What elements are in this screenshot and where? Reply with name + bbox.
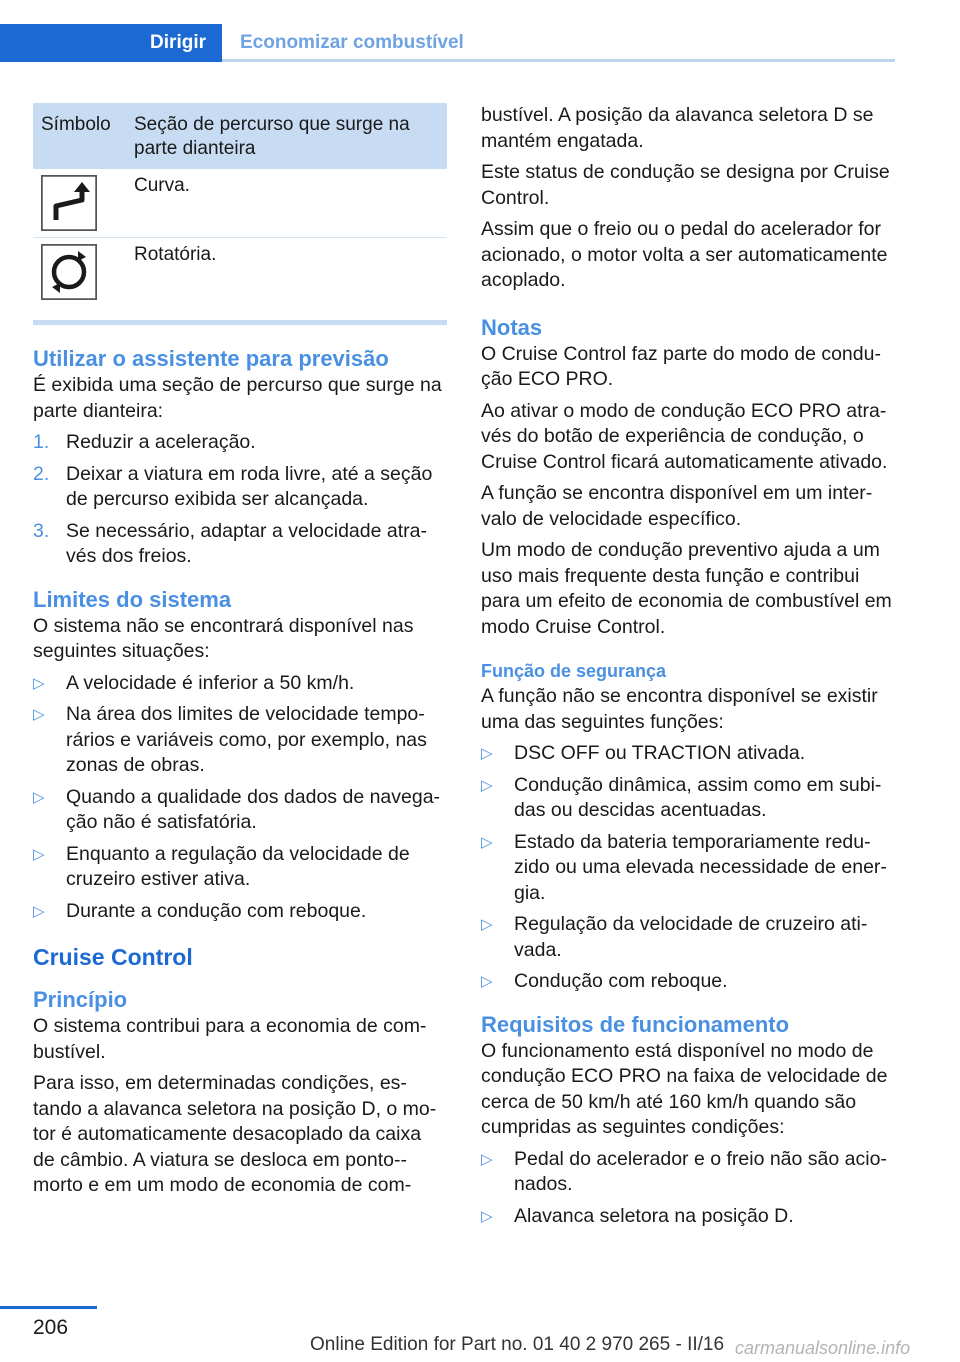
list-number: 2. [33,462,50,485]
list-number: 3. [33,519,50,542]
list-number: 1. [33,431,50,453]
list-item [33,430,447,456]
list-text: Reduzir a aceleração. [66,431,256,453]
numbered-list [33,430,447,570]
table-header-symbol: Símbolo [33,103,126,169]
list-text: Durante a condução com reboque. [66,899,367,922]
symbol-table [33,103,447,306]
bullet-list [33,671,447,925]
paragraph: Para isso, em determinadas condições, es‐tando a alavanca seletora na posição D, o mo‐tor é automaticamente desacoplado da caixa de câmbio. A viatura se desloca em ponto-‐morto e em um modo de economia de com‐ [33,1072,437,1196]
paragraph: O sistema contribui para a economia de com‐bustível. [33,1015,427,1063]
edition-note: Online Edition for Part no. 01 40 2 970 265 - II/16 [310,1334,725,1355]
curve-arrow-icon [41,175,97,231]
table-row [33,169,447,238]
paragraph: bustível. A posição da alavanca seletora D se mantém engatada. [481,104,874,152]
list-text: Se necessário, adaptar a velocidade atra‐vés dos freios. [66,519,427,567]
list-item [33,702,447,779]
bullet-triangle-icon: ▷ [33,674,45,692]
list-item [33,519,447,570]
table-header-row [33,103,447,169]
paragraph: O sistema não se encontrará disponível nas seguintes situações: [33,614,414,662]
list-text: DSC OFF ou TRACTION ativada. [514,742,806,764]
heading-principle: Princípio [33,987,128,1012]
header-chapter: Economizar combustível [240,32,464,53]
footer-rule [0,1306,97,1309]
bullet-triangle-icon: ▷ [481,745,493,762]
list-text: Estado da bateria temporariamente redu‐zido ou uma elevada necessidade de ener‐gia. [514,830,887,904]
list-text: Quando a qualidade dos dados de navega‐ção não é satisfatória. [66,785,441,833]
bullet-triangle-icon: ▷ [33,706,45,723]
paragraph: Assim que o freio ou o pedal do acelerador for acionado, o motor volta a ser automaticamente acoplado. [481,218,888,291]
heading-assist: Utilizar o assistente para previsão [33,346,389,371]
heading-safety: Função de segurança [481,661,667,681]
heading-requirements: Requisitos de funcionamento [481,1011,790,1037]
paragraph: Um modo de condução preventivo ajuda a um uso mais frequente desta função e contribui para um efeito de economia de combustível em modo Cruise Control. [481,539,892,638]
bullet-triangle-icon: ▷ [33,845,45,863]
list-item [481,1204,895,1230]
list-text: Regulação da velocidade de cruzeiro ati‐vada. [514,913,868,961]
bullet-triangle-icon: ▷ [481,1207,493,1225]
table-row [33,238,447,307]
right-column [481,103,895,1235]
list-text: Pedal do acelerador e o freio não são acio‐nados. [514,1147,887,1195]
heading-notes: Notas [481,314,543,340]
watermark: carmanualsonline.info [735,1338,911,1358]
paragraph: O Cruise Control faz parte do modo de condu‐ção ECO PRO. [481,342,881,390]
bullet-triangle-icon: ▷ [481,973,493,990]
list-item [33,785,447,836]
paragraph: Este status de condução se designa por Cruise Control. [481,161,890,209]
table-cell-text: Rotatória. [134,244,217,265]
list-item [33,462,447,513]
left-column [33,103,447,1205]
list-text: Condução com reboque. [514,970,728,992]
list-item [481,1147,895,1198]
list-item [33,671,447,697]
bullet-triangle-icon: ▷ [481,776,493,794]
paragraph: A função se encontra disponível em um inter‐valo de velocidade específico. [481,482,873,530]
list-item [33,842,447,893]
bullet-triangle-icon: ▷ [33,902,45,920]
list-item [481,969,895,995]
bullet-triangle-icon: ▷ [33,788,45,806]
bullet-triangle-icon: ▷ [481,1150,493,1168]
table-header-section: Seção de percurso que surge na parte dianteira [126,103,447,169]
list-text: A velocidade é inferior a 50 km/h. [66,671,355,694]
bullet-list [481,1147,895,1230]
list-text: Enquanto a regulação da velocidade de cruzeiro estiver ativa. [66,842,410,890]
list-item [481,912,895,963]
bullet-triangle-icon: ▷ [481,916,493,933]
header-section: Dirigir [150,32,206,53]
list-item [481,830,895,907]
bullet-triangle-icon: ▷ [481,833,493,851]
heading-limits: Limites do sistema [33,586,232,612]
page-number: 206 [33,1316,69,1339]
list-text: Na área dos limites de velocidade tempo‐rários e variáveis como, por exemplo, nas zonas de obras. [66,703,427,776]
paragraph: Ao ativar o modo de condução ECO PRO atra‐vés do botão de experiência de condução, o Cruise Control ficará automaticamente ativado. [481,399,888,473]
paragraph: O funcionamento está disponível no modo de condução ECO PRO na faixa de velocidade de cerca de 50 km/h até 160 km/h quando são cumpridas as seguintes condições: [481,1039,888,1138]
list-item [33,899,447,925]
list-item [481,741,895,767]
paragraph: A função não se encontra disponível se existir uma das seguintes funções: [481,685,878,733]
table-cell-icon [33,238,126,307]
table-bottom-rule [33,320,447,325]
bullet-list [481,741,895,995]
page-header [0,24,895,62]
paragraph: É exibida uma seção de percurso que surge na parte dianteira: [33,374,442,422]
list-text: Alavanca seletora na posição D. [514,1204,794,1227]
table-cell-icon [33,169,126,238]
table-cell-text: Curva. [126,169,447,238]
list-text: Deixar a viatura em roda livre, até a seção de percurso exibida ser alcançada. [66,462,433,510]
roundabout-icon [41,244,97,300]
heading-cruise-control: Cruise Control [33,944,193,970]
list-text: Condução dinâmica, assim como em subi‐das ou descidas acentuadas. [514,773,882,821]
list-item [481,773,895,824]
